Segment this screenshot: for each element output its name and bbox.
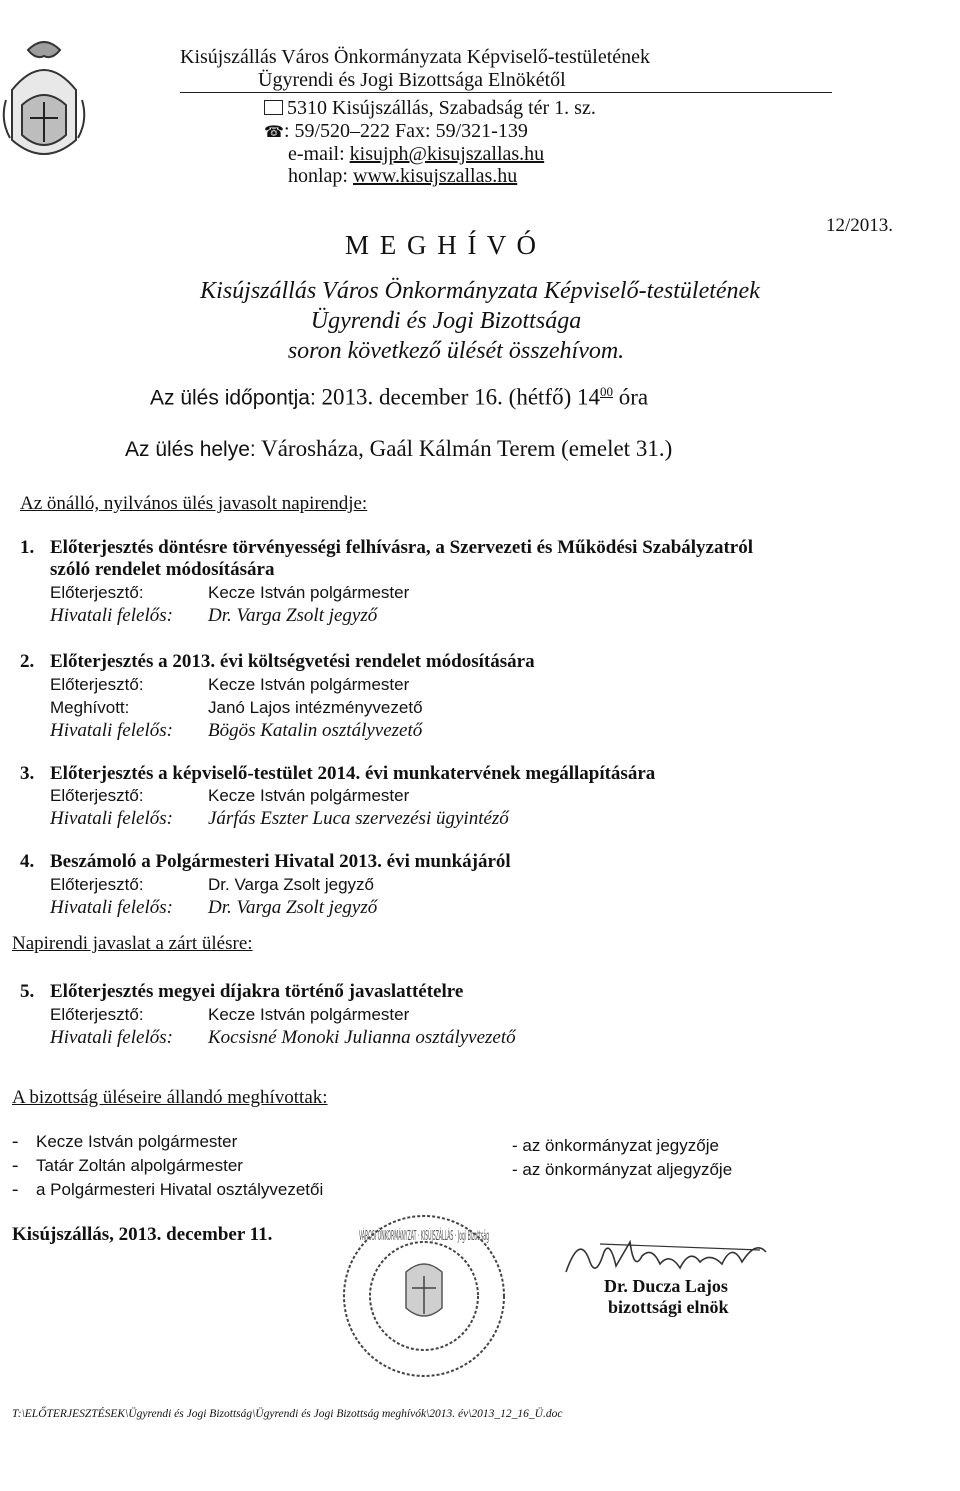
signatory-name: Dr. Ducza Lajos bbox=[604, 1276, 728, 1296]
agenda-item-1-presenter: Előterjesztő: Kecze István polgármester bbox=[50, 583, 410, 602]
agenda-item-5-title: 5. Előterjesztés megyei díjakra történő javaslattételre bbox=[20, 981, 464, 1002]
signatory-role: bizottsági elnök bbox=[608, 1297, 729, 1317]
agenda-item-4-title: 4. Beszámoló a Polgármesteri Hivatal 2013. évi munkájáról bbox=[20, 851, 511, 872]
agenda-item-3-presenter: Előterjesztő: Kecze István polgármester bbox=[50, 786, 410, 805]
email-line: e-mail: kisujph@kisujszallas.hu bbox=[288, 143, 545, 165]
coat-of-arms-logo bbox=[2, 30, 86, 170]
invitation-title: M E G H Í V Ó bbox=[345, 230, 539, 260]
web-link[interactable]: www.kisujszallas.hu bbox=[353, 165, 518, 187]
permanent-invitees-heading: A bizottság üléseire állandó meghívottak: bbox=[12, 1087, 328, 1108]
agenda-item-1-title-cont: szóló rendelet módosítására bbox=[50, 559, 275, 580]
phone-line: ☎: 59/520–222 Fax: 59/321-139 bbox=[264, 120, 528, 142]
permanent-invitee-right: - az önkormányzat aljegyzője bbox=[512, 1160, 733, 1179]
invite-line-3: soron következő ülését összehívom. bbox=[287, 338, 625, 364]
agenda-item-1-responsible: Hivatali felelős: Dr. Varga Zsolt jegyző bbox=[50, 605, 378, 626]
stamp-text: VÁROSI ÖNKORMÁNYZAT · KISÚJSZÁLLÁS · Jogi Bizottság bbox=[359, 1229, 726, 1244]
meeting-place: Az ülés helye: Városháza, Gaál Kálmán Terem (emelet 31.) bbox=[125, 436, 673, 461]
agenda-item-4-presenter: Előterjesztő: Dr. Varga Zsolt jegyző bbox=[50, 875, 374, 894]
envelope-icon bbox=[264, 100, 283, 115]
agenda-item-3-title: 3. Előterjesztés a képviselő-testület 2014. évi munkatervének megállapítására bbox=[20, 763, 656, 784]
footer-file-path: T:\ELŐTERJESZTÉSEK\Ügyrendi és Jogi Bizottság\Ügyrendi és Jogi Bizottság meghívók\2013. év\2013_12_16_Ü.doc bbox=[12, 1408, 563, 1420]
permanent-invitee: - Tatár Zoltán alpolgármester bbox=[12, 1155, 243, 1176]
agenda-item-3-responsible: Hivatali felelős: Járfás Eszter Luca szervezési ügyintéző bbox=[50, 808, 509, 829]
agenda-item-2-title: 2. Előterjesztés a 2013. évi költségvetési rendelet módosítására bbox=[20, 651, 535, 672]
agenda-item-2-invited: Meghívott: Janó Lajos intézményvezető bbox=[50, 698, 423, 717]
open-agenda-heading: Az önálló, nyilvános ülés javasolt napirendje: bbox=[20, 493, 368, 514]
agenda-item-5-presenter: Előterjesztő: Kecze István polgármester bbox=[50, 1005, 410, 1024]
invite-line-1: Kisújszállás Város Önkormányzata Képviselő-testületének bbox=[200, 278, 760, 304]
permanent-invitee: - a Polgármesteri Hivatal osztályvezetői bbox=[12, 1179, 324, 1200]
address-line: 5310 Kisújszállás, Szabadság tér 1. sz. bbox=[264, 97, 596, 119]
header-rule bbox=[180, 92, 832, 93]
permanent-invitee: - Kecze István polgármester bbox=[12, 1131, 238, 1152]
telephone-icon: ☎ bbox=[264, 124, 284, 141]
meeting-time: Az ülés időpontja: 2013. december 16. (hétfő) $14^{00}$ óra bbox=[150, 384, 649, 410]
header-line-1: Kisújszállás Város Önkormányzata Képviselő-testületének bbox=[180, 46, 651, 68]
agenda-item-5-responsible: Hivatali felelős: Kocsisné Monoki Julianna osztályvezető bbox=[50, 1027, 516, 1048]
agenda-item-2-presenter: Előterjesztő: Kecze István polgármester bbox=[50, 675, 410, 694]
email-link[interactable]: kisujph@kisujszallas.hu bbox=[349, 143, 545, 165]
document-number: 12/2013. bbox=[826, 215, 894, 236]
invite-line-2: Ügyrendi és Jogi Bizottsága bbox=[310, 308, 582, 334]
closed-agenda-heading: Napirendi javaslat a zárt ülésre: bbox=[12, 933, 253, 954]
agenda-item-4-responsible: Hivatali felelős: Dr. Varga Zsolt jegyző bbox=[50, 897, 378, 918]
permanent-invitee-right: - az önkormányzat jegyzője bbox=[512, 1136, 719, 1155]
agenda-item-1-title: 1. Előterjesztés döntésre törvényességi felhívásra, a Szervezeti és Működési Szabályzatról bbox=[20, 537, 754, 558]
web-line: honlap: www.kisujszallas.hu bbox=[288, 165, 518, 187]
place-and-date: Kisújszállás, 2013. december 11. bbox=[12, 1224, 273, 1245]
header-line-2: Ügyrendi és Jogi Bizottsága Elnökétől bbox=[258, 69, 566, 91]
agenda-item-2-responsible: Hivatali felelős: Bögös Katalin osztályvezető bbox=[50, 720, 423, 741]
